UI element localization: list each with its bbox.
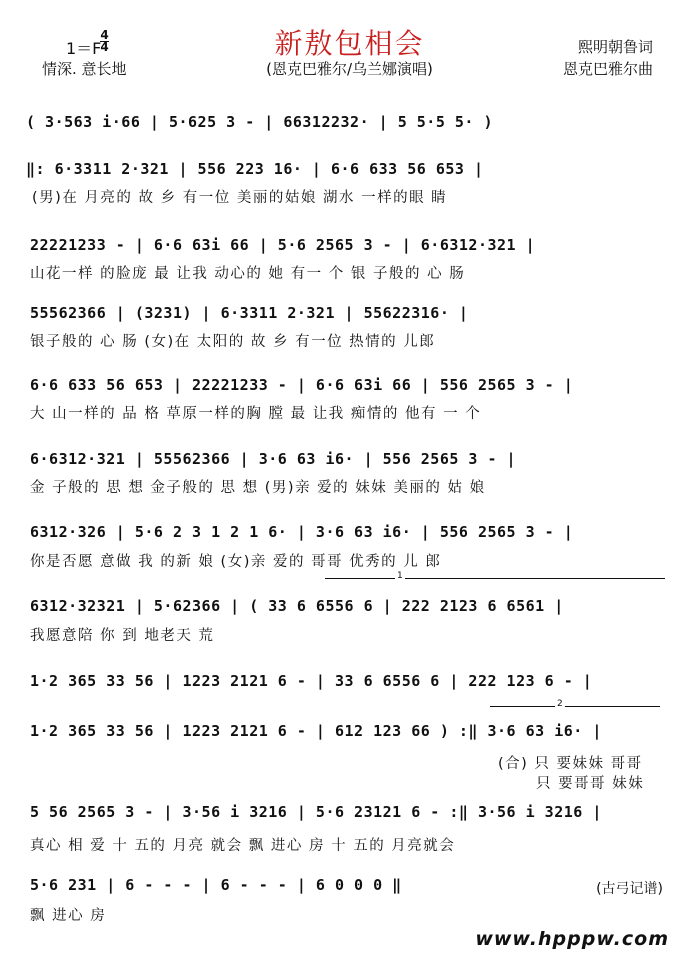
score-line-5-notes: 6·6 633 56 653 | 22221233 - | 6·6 63i 66 | 556 2565 3 - | <box>30 376 574 394</box>
score-line-1-notes: ( 3·563 i·66 | 5·625 3 - | 66312232· | 5 5·5 5· ) <box>26 113 494 131</box>
time-numerator: 4 <box>100 28 109 42</box>
score-line-7-notes: 6312·326 | 5·6 2 3 1 2 1 6· | 3·6 63 i6· | 556 2565 3 - | <box>30 523 574 541</box>
volta-ending-2-label: 2 <box>557 699 563 709</box>
time-signature <box>100 30 109 53</box>
score-line-2-notes: ‖: 6·3311 2·321 | 556 223 16· | 6·6 633 56 653 | <box>26 160 484 178</box>
score-line-3-notes: 22221233 - | 6·6 63i 66 | 5·6 2565 3 - | 6·6312·321 | <box>30 236 536 254</box>
score-line-2-lyrics: (男)在 月亮的 故 乡 有一位 美丽的姑娘 湖水 一样的眼 睛 <box>32 190 448 206</box>
key-signature: 1＝F <box>66 39 102 58</box>
score-line-4-notes: 55562366 | (3231) | 6·3311 2·321 | 55622316· | <box>30 304 469 322</box>
score-line-6-lyrics: 金 子般的 思 想 金子般的 思 想 (男)亲 爱的 妹妹 美丽的 姑 娘 <box>30 480 486 496</box>
score-line-5-lyrics: 大 山一样的 品 格 草原一样的胸 膛 最 让我 痴情的 他有 一 个 <box>30 406 482 422</box>
volta-ending-1-label: 1 <box>397 571 403 581</box>
volta-ending-1 <box>325 571 665 581</box>
score-line-7-lyrics: 你是否愿 意做 我 的新 娘 (女)亲 爱的 哥哥 优秀的 儿 郎 <box>30 554 442 570</box>
score-line-11-notes: 5 56 2565 3 - | 3·56 i 3216 | 5·6 23121 6 - :‖ 3·56 i 3216 | <box>30 803 602 821</box>
time-denominator: 4 <box>100 40 109 54</box>
score-line-8-notes: 6312·32321 | 5·62366 | ( 33 6 6556 6 | 222 2123 6 6561 | <box>30 597 564 615</box>
alt-lyrics: 只 要哥哥 妹妹 <box>536 776 645 792</box>
score-line-10-notes: 1·2 365 33 56 | 1223 2121 6 - | 612 123 66 ) :‖ 3·6 63 i6· | <box>30 722 602 740</box>
score-line-3-lyrics: 山花一样 的脸庞 最 让我 动心的 她 有一 个 银 子般的 心 肠 <box>30 266 466 282</box>
mood-marking: 情深. 意长地 <box>42 60 127 78</box>
score-line-4-lyrics: 银子般的 心 肠 (女)在 太阳的 故 乡 有一位 热情的 儿郎 <box>30 334 436 350</box>
score-line-12-notes: 5·6 231 | 6 - - - | 6 - - - | 6 0 0 0 ‖ <box>30 876 402 894</box>
singers: (恩克巴雅尔/乌兰娜演唱) <box>266 60 433 78</box>
score-line-11-lyrics: 真心 相 爱 十 五的 月亮 就会 飘 进心 房 十 五的 月亮就会 <box>30 838 456 854</box>
score-line-10-lyrics: (合) 只 要妹妹 哥哥 <box>498 756 643 772</box>
volta-ending-2 <box>490 699 660 709</box>
score-line-9-notes: 1·2 365 33 56 | 1223 2121 6 - | 33 6 6556 6 | 222 123 6 - | <box>30 672 593 690</box>
transcriber-credit: (古弓记谱) <box>596 881 663 897</box>
song-title: 新敖包相会 <box>274 27 425 60</box>
lyricist: 熙明朝鲁词 <box>577 38 653 56</box>
score-line-12-lyrics: 飘 进心 房 <box>30 908 107 924</box>
watermark: www.hpppw.com <box>475 928 669 950</box>
score-line-6-notes: 6·6312·321 | 55562366 | 3·6 63 i6· | 556 2565 3 - | <box>30 450 517 468</box>
composer: 恩克巴雅尔曲 <box>562 60 653 78</box>
score-line-8-lyrics: 我愿意陪 你 到 地老天 荒 <box>30 628 215 644</box>
